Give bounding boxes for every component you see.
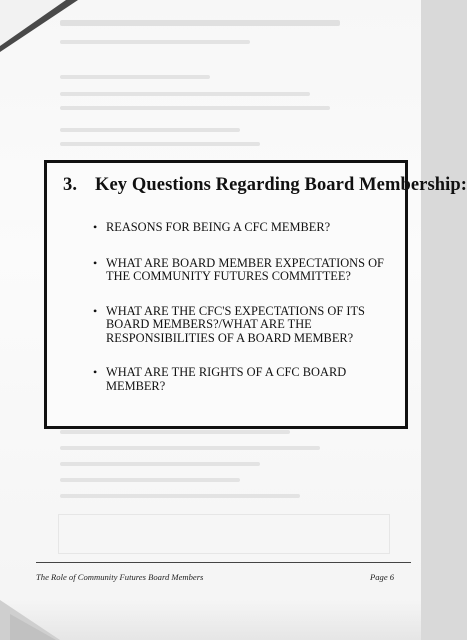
bleed-through-line bbox=[60, 128, 240, 132]
bullet-icon: • bbox=[93, 303, 98, 318]
page-fold-bottom-shadow bbox=[10, 614, 56, 640]
bleed-through-line bbox=[60, 20, 340, 26]
section-title: Key Questions Regarding Board Membership: bbox=[95, 175, 467, 195]
bullet-icon: • bbox=[93, 220, 98, 234]
bullet-icon: • bbox=[93, 365, 98, 379]
page-fold-corner bbox=[0, 0, 66, 46]
section-number: 3. bbox=[63, 175, 78, 195]
question-item bbox=[93, 305, 405, 346]
bullet-icon: • bbox=[93, 255, 98, 270]
footer-document-title: The Role of Community Futures Board Members bbox=[36, 572, 204, 582]
question-text: WHAT ARE THE RIGHTS OF A CFC BOARD MEMBER? bbox=[106, 365, 347, 393]
question-text: REASONS FOR BEING A CFC MEMBER? bbox=[106, 220, 331, 234]
footer-divider bbox=[36, 562, 411, 563]
question-list bbox=[93, 221, 405, 393]
bleed-through-line bbox=[60, 40, 250, 44]
scan-shadow bbox=[0, 600, 421, 640]
bleed-through-line bbox=[60, 92, 310, 96]
question-text: WHAT ARE BOARD MEMBER EXPECTATIONS OF THE COMMUNITY FUTURES COMMITTEE? bbox=[106, 255, 384, 283]
bleed-through-box bbox=[58, 514, 390, 554]
bleed-through-line bbox=[60, 430, 290, 434]
key-questions-box bbox=[44, 160, 467, 429]
bleed-through-line bbox=[60, 142, 260, 146]
question-text: WHAT ARE THE CFC'S EXPECTATIONS OF ITS BOARD MEMBERS?/WHAT ARE THE RESPONSIBILITIES OF A BOARD MEMBER? bbox=[106, 303, 365, 345]
section-heading bbox=[63, 175, 467, 196]
footer-page-number: Page 6 bbox=[370, 572, 395, 582]
question-item bbox=[93, 257, 405, 284]
bleed-through-line bbox=[60, 494, 300, 498]
question-item bbox=[93, 366, 405, 393]
question-item bbox=[93, 221, 405, 235]
bleed-through-line bbox=[60, 462, 260, 466]
bleed-through-line bbox=[60, 478, 240, 482]
bleed-through-line bbox=[60, 106, 330, 110]
bleed-through-line bbox=[60, 446, 320, 450]
bleed-through-line bbox=[60, 75, 210, 79]
